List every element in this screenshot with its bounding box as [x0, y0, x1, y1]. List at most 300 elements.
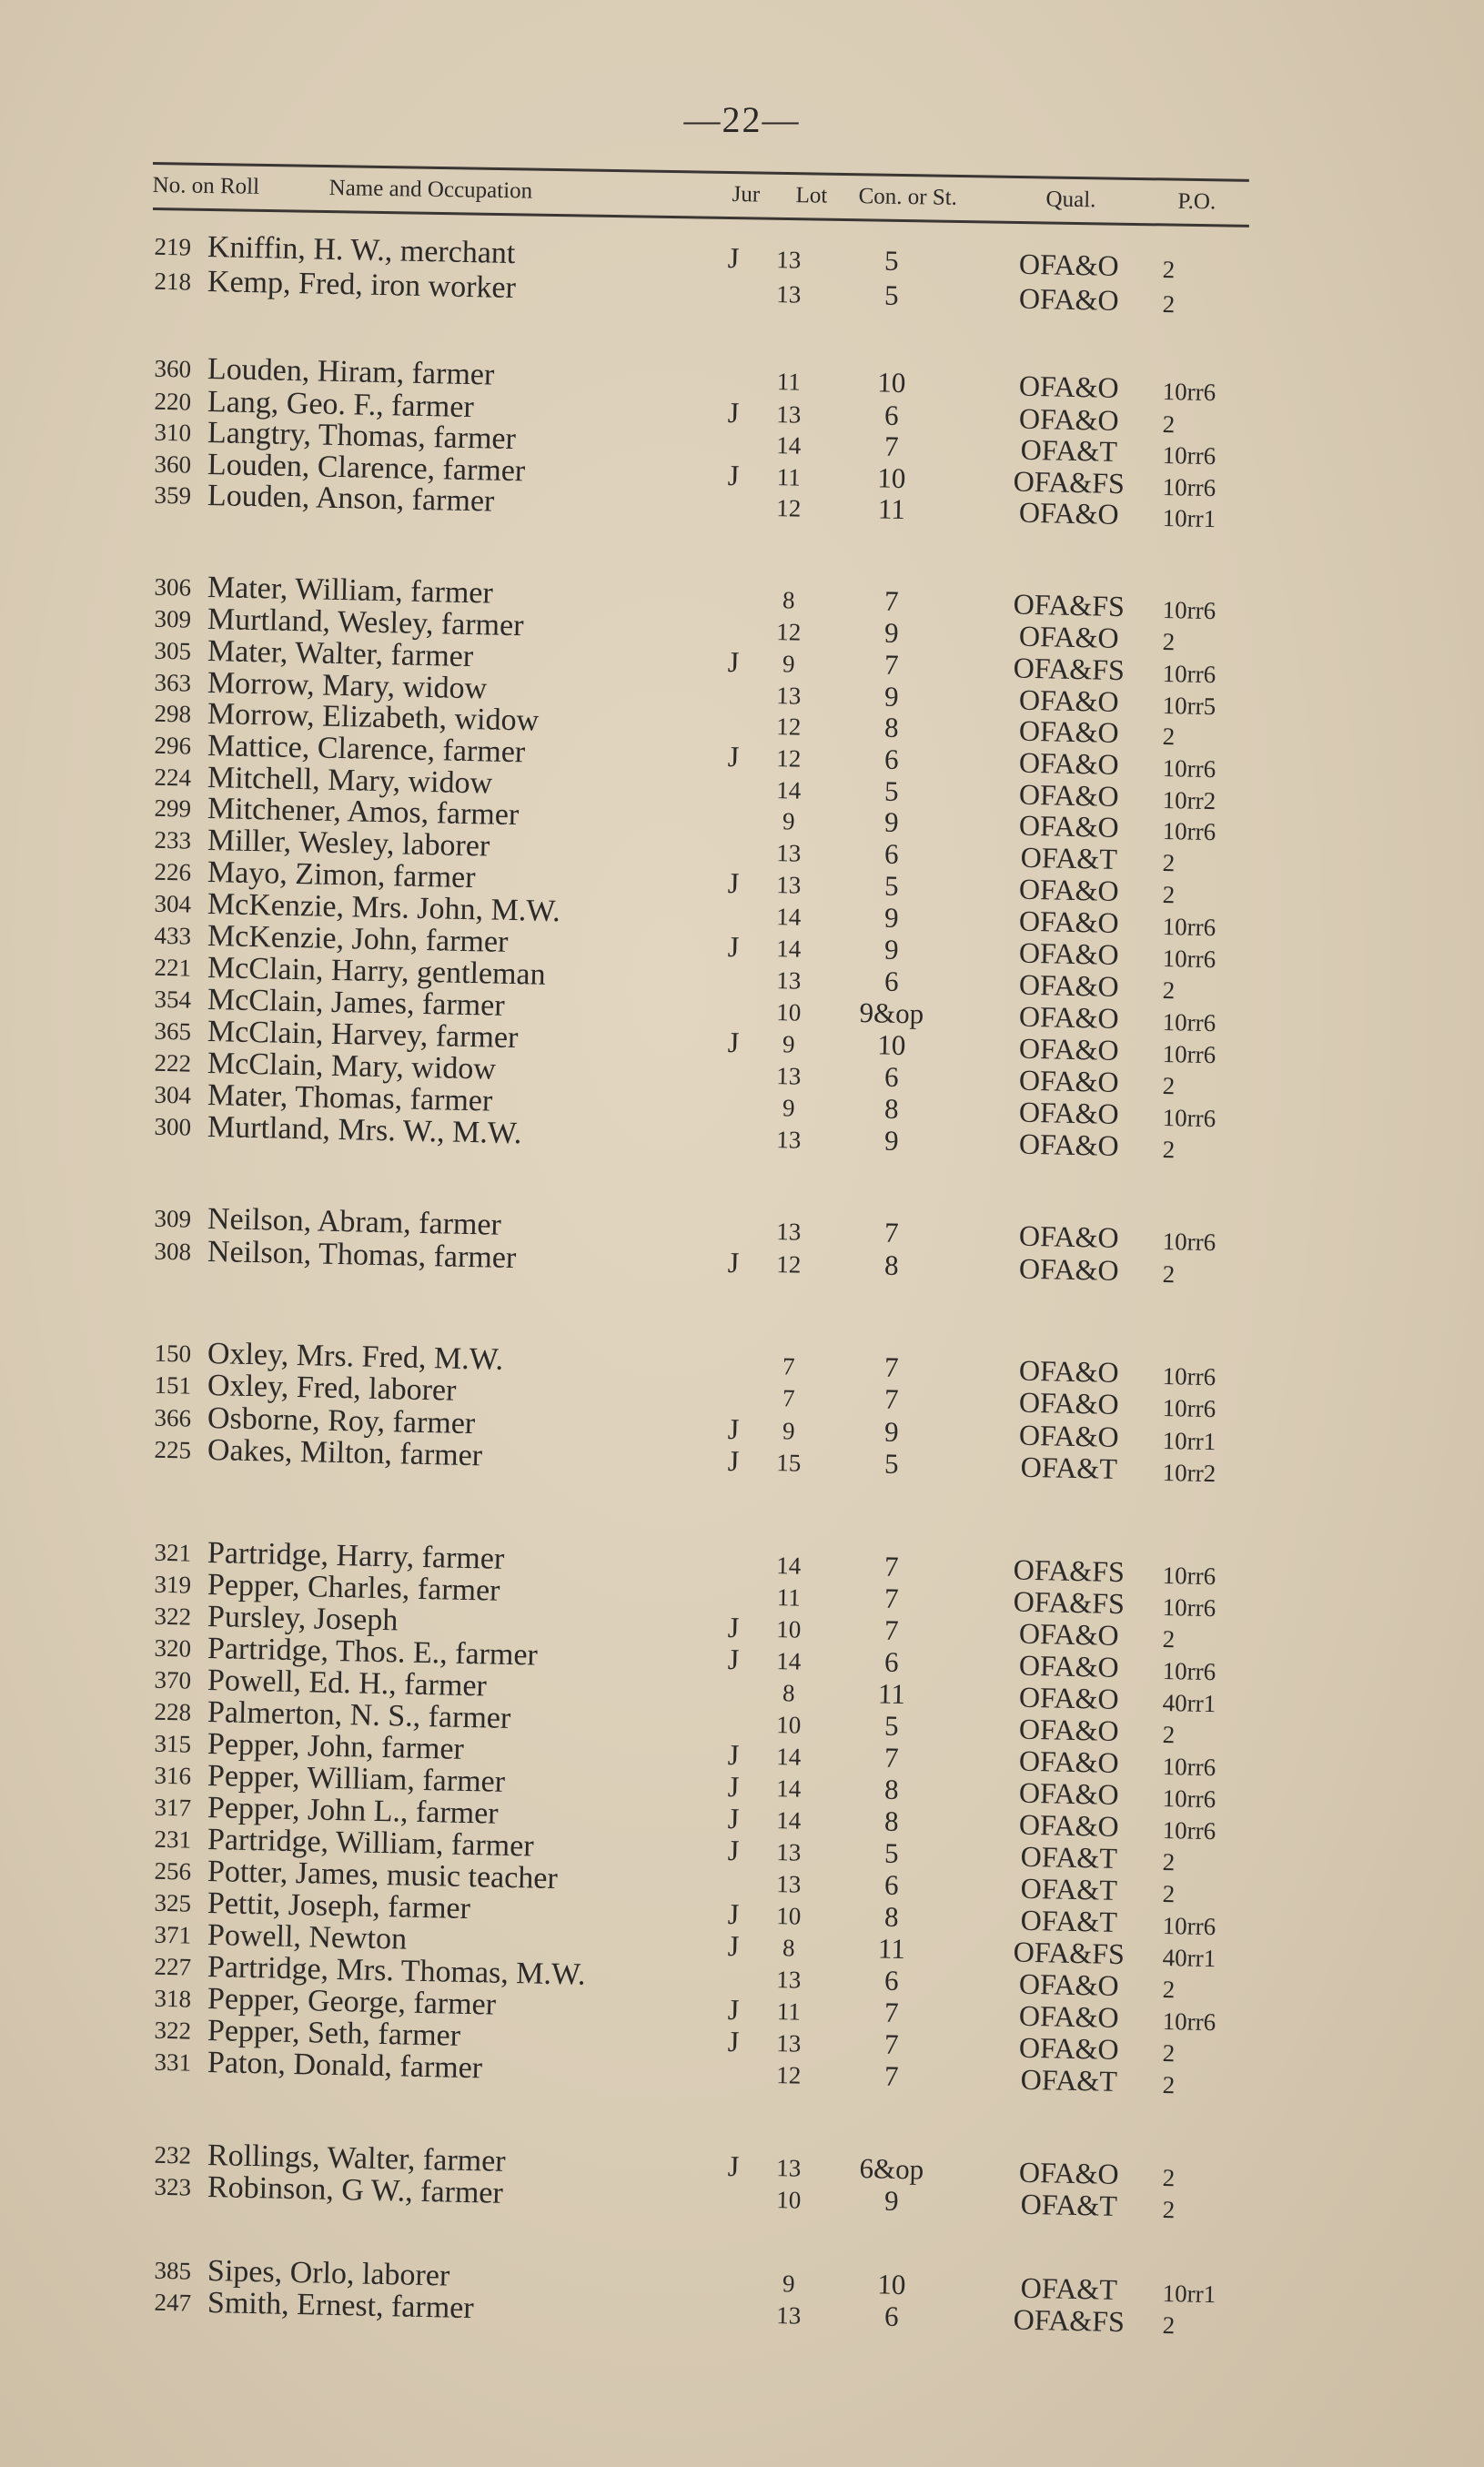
- cell-con: 11: [877, 492, 906, 526]
- cell-roll: 310: [154, 418, 192, 447]
- cell-con: 7: [883, 430, 899, 462]
- cell-con: 9: [883, 933, 899, 966]
- cell-con: 8: [883, 1773, 899, 1805]
- cell-qual: OFA&O: [1018, 495, 1120, 531]
- cell-roll: 325: [154, 1888, 192, 1917]
- cell-name: Pepper, William, farmer: [207, 1759, 506, 1799]
- cell-name: McClain, James, farmer: [207, 983, 506, 1023]
- cell-lot: 13: [776, 682, 802, 710]
- cell-con: 9: [883, 1124, 899, 1157]
- cell-lot: 13: [776, 2301, 802, 2330]
- cell-con: 8: [883, 1092, 899, 1125]
- cell-lot: 10: [776, 1902, 802, 1930]
- cell-qual: OFA&O: [1018, 1648, 1120, 1683]
- cell-roll: 365: [154, 1016, 192, 1046]
- cell-name: Oakes, Milton, farmer: [207, 1433, 483, 1473]
- cell-roll: 309: [154, 1204, 192, 1233]
- cell-name: Louden, Hiram, farmer: [207, 352, 495, 392]
- cell-roll: 321: [154, 1538, 192, 1567]
- cell-po: 10rr6: [1162, 472, 1216, 502]
- cell-name: Pepper, Seth, farmer: [207, 2014, 461, 2053]
- cell-lot: 11: [776, 1997, 802, 2026]
- header-con: Con. or St.: [858, 184, 958, 210]
- cell-qual: OFA&T: [1020, 1450, 1118, 1485]
- cell-qual: OFA&T: [1020, 1839, 1118, 1875]
- cell-lot: 14: [776, 1743, 802, 1771]
- cell-con: 6: [883, 2300, 899, 2332]
- cell-qual: OFA&O: [1018, 1218, 1120, 1254]
- cell-po: 10rr1: [1162, 1426, 1216, 1456]
- cell-lot: 14: [776, 1647, 802, 1675]
- cell-con: 9: [883, 1415, 899, 1448]
- cell-lot: 14: [776, 1774, 802, 1803]
- cell-jur: J: [727, 240, 740, 275]
- cell-lot: 13: [776, 246, 802, 274]
- cell-po: 2: [1162, 2310, 1176, 2340]
- cell-name: McClain, Mary, widow: [207, 1046, 497, 1087]
- cell-name: Neilson, Abram, farmer: [207, 1202, 502, 1242]
- cell-name: Mattice, Clarence, farmer: [207, 729, 526, 770]
- cell-jur: J: [727, 1610, 740, 1644]
- cell-name: Oxley, Fred, laborer: [207, 1369, 457, 1408]
- cell-qual: OFA&O: [1018, 1967, 1120, 2002]
- cell-po: 10rr6: [1162, 2007, 1216, 2037]
- cell-po: 10rr6: [1162, 1784, 1216, 1814]
- cell-roll: 232: [154, 2140, 192, 2169]
- cell-po: 10rr6: [1162, 595, 1216, 625]
- cell-roll: 233: [154, 825, 192, 854]
- cell-roll: 366: [154, 1403, 192, 1432]
- cell-lot: 12: [776, 1250, 802, 1279]
- cell-lot: 13: [776, 966, 802, 995]
- cell-qual: OFA&O: [1018, 1616, 1120, 1652]
- header-po: P.O.: [1177, 188, 1216, 215]
- cell-po: 2: [1162, 722, 1176, 751]
- cell-con: 6: [883, 1964, 899, 1997]
- cell-jur: J: [727, 1769, 740, 1804]
- cell-name: Kniffin, H. W., merchant: [207, 230, 516, 271]
- cell-po: 2: [1162, 2163, 1176, 2192]
- cell-qual: OFA&O: [1018, 1712, 1120, 1747]
- cell-lot: 10: [776, 2186, 802, 2214]
- cell-roll: 370: [154, 1665, 192, 1694]
- cell-po: 10rr6: [1162, 1911, 1216, 1941]
- cell-con: 5: [883, 774, 899, 807]
- cell-con: 5: [883, 869, 899, 902]
- cell-lot: 13: [776, 400, 802, 429]
- cell-po: 10rr6: [1162, 1656, 1216, 1686]
- cell-po: 10rr6: [1162, 659, 1216, 689]
- cell-lot: 9: [782, 1417, 795, 1445]
- cell-po: 40rr1: [1162, 1943, 1216, 1973]
- cell-lot: 9: [782, 807, 795, 835]
- cell-qual: OFA&T: [1020, 2270, 1118, 2306]
- cell-po: 2: [1162, 2038, 1176, 2068]
- cell-qual: OFA&O: [1018, 2155, 1120, 2190]
- cell-roll: 227: [154, 1952, 192, 1981]
- cell-name: Potter, James, music teacher: [207, 1855, 559, 1896]
- cell-qual: OFA&O: [1018, 745, 1120, 781]
- cell-qual: OFA&O: [1018, 935, 1120, 971]
- cell-lot: 9: [782, 1094, 795, 1122]
- cell-qual: OFA&T: [1020, 1903, 1118, 1938]
- header-qual: Qual.: [1045, 187, 1096, 213]
- cell-con: 10: [877, 2268, 906, 2301]
- cell-jur: J: [727, 1928, 740, 1963]
- cell-con: 8: [883, 1900, 899, 1933]
- cell-name: Pursley, Joseph: [207, 1600, 399, 1638]
- cell-lot: 13: [776, 280, 802, 308]
- cell-po: 10rr5: [1162, 691, 1216, 721]
- cell-po: 2: [1162, 1624, 1176, 1653]
- cell-po: 10rr6: [1162, 377, 1216, 407]
- cell-con: 10: [877, 1028, 906, 1062]
- header-jur: Jur: [732, 182, 761, 207]
- cell-roll: 222: [154, 1048, 192, 1077]
- cell-con: 6: [883, 1645, 899, 1678]
- cell-roll: 221: [154, 953, 192, 982]
- cell-po: 10rr6: [1162, 1227, 1216, 1257]
- cell-jur: J: [727, 1801, 740, 1835]
- cell-lot: 8: [782, 1679, 795, 1707]
- cell-con: 6: [883, 1868, 899, 1901]
- cell-lot: 13: [776, 1218, 802, 1246]
- cell-roll: 300: [154, 1112, 192, 1141]
- cell-con: 9: [883, 805, 899, 838]
- cell-roll: 315: [154, 1729, 192, 1758]
- cell-jur: J: [727, 1992, 740, 2027]
- cell-con: 5: [883, 244, 899, 277]
- cell-name: Morrow, Mary, widow: [207, 666, 488, 706]
- cell-jur: J: [727, 1737, 740, 1772]
- cell-con: 7: [883, 1382, 899, 1415]
- cell-con: 5: [883, 1709, 899, 1742]
- cell-jur: J: [727, 2149, 740, 2183]
- cell-po: 10rr1: [1162, 503, 1216, 533]
- cell-qual: OFA&O: [1018, 904, 1120, 939]
- cell-jur: J: [727, 929, 740, 964]
- cell-po: 2: [1162, 1135, 1176, 1164]
- cell-po: 2: [1162, 627, 1176, 656]
- cell-lot: 12: [776, 713, 802, 741]
- cell-qual: OFA&FS: [1013, 651, 1126, 687]
- cell-con: 8: [883, 1805, 899, 1837]
- cell-po: 10rr6: [1162, 1103, 1216, 1133]
- cell-qual: OFA&T: [1020, 840, 1118, 875]
- cell-po: 10rr6: [1162, 1752, 1216, 1782]
- cell-roll: 359: [154, 480, 192, 510]
- cell-roll: 309: [154, 604, 192, 633]
- cell-con: 6: [883, 399, 899, 431]
- cell-roll: 433: [154, 921, 192, 950]
- cell-roll: 385: [154, 2256, 192, 2285]
- cell-roll: 228: [154, 1697, 192, 1726]
- cell-po: 10rr6: [1162, 753, 1216, 784]
- cell-jur: J: [727, 1642, 740, 1676]
- cell-roll: 360: [154, 450, 192, 479]
- cell-po: 2: [1162, 1259, 1176, 1289]
- cell-con: 7: [883, 1996, 899, 2028]
- cell-roll: 219: [154, 232, 192, 261]
- cell-roll: 318: [154, 1984, 192, 2013]
- cell-roll: 296: [154, 731, 192, 760]
- cell-po: 2: [1162, 976, 1176, 1005]
- cell-lot: 13: [776, 1838, 802, 1866]
- cell-name: Sipes, Orlo, laborer: [207, 2254, 450, 2293]
- cell-roll: 316: [154, 1761, 192, 1790]
- cell-con: 11: [877, 1677, 906, 1711]
- cell-jur: J: [727, 458, 740, 492]
- cell-name: Partridge, Harry, farmer: [207, 1536, 505, 1576]
- cell-name: Paton, Donald, farmer: [207, 2046, 483, 2086]
- cell-po: 2: [1162, 2070, 1176, 2099]
- cell-name: Murtland, Wesley, farmer: [207, 602, 524, 643]
- cell-qual: OFA&FS: [1013, 587, 1126, 623]
- cell-qual: OFA&O: [1018, 1418, 1120, 1453]
- cell-con: 9: [883, 680, 899, 713]
- cell-lot: 13: [776, 871, 802, 899]
- cell-con: 6: [883, 1060, 899, 1093]
- cell-qual: OFA&O: [1018, 1680, 1120, 1715]
- cell-po: 2: [1162, 1720, 1176, 1749]
- cell-lot: 13: [776, 1966, 802, 1994]
- cell-roll: 256: [154, 1856, 192, 1886]
- cell-qual: OFA&FS: [1013, 464, 1126, 500]
- cell-name: Mater, William, farmer: [207, 571, 494, 611]
- cell-con: 8: [883, 711, 899, 743]
- cell-qual: OFA&O: [1018, 1744, 1120, 1779]
- cell-con: 9: [883, 616, 899, 649]
- cell-qual: OFA&O: [1018, 1385, 1120, 1421]
- cell-po: 2: [1162, 1879, 1176, 1908]
- cell-jur: J: [727, 1411, 740, 1446]
- cell-po: 2: [1162, 1975, 1176, 2004]
- cell-name: McClain, Harvey, farmer: [207, 1015, 519, 1056]
- cell-lot: 10: [776, 998, 802, 1026]
- cell-roll: 218: [154, 267, 192, 296]
- cell-po: 2: [1162, 1071, 1176, 1100]
- cell-con: 5: [883, 1836, 899, 1869]
- cell-qual: OFA&O: [1018, 1998, 1120, 2034]
- cell-roll: 306: [154, 572, 192, 602]
- cell-roll: 304: [154, 1080, 192, 1109]
- cell-con: 6&op: [859, 2152, 924, 2186]
- cell-qual: OFA&O: [1018, 872, 1120, 907]
- cell-roll: 231: [154, 1825, 192, 1854]
- cell-con: 7: [883, 648, 899, 681]
- cell-con: 6: [883, 743, 899, 775]
- cell-lot: 13: [776, 1126, 802, 1154]
- cell-po: 10rr6: [1162, 1815, 1216, 1845]
- cell-name: Pepper, John L., farmer: [207, 1791, 499, 1831]
- cell-con: 9&op: [859, 996, 924, 1030]
- cell-roll: 298: [154, 699, 192, 728]
- cell-lot: 14: [776, 431, 802, 460]
- cell-lot: 13: [776, 839, 802, 867]
- cell-roll: 354: [154, 985, 192, 1014]
- cell-lot: 11: [776, 368, 802, 396]
- cell-po: 2: [1162, 255, 1176, 284]
- cell-name: Langtry, Thomas, farmer: [207, 416, 517, 457]
- cell-qual: OFA&FS: [1013, 2302, 1126, 2339]
- cell-qual: OFA&O: [1018, 1063, 1120, 1098]
- cell-lot: 15: [776, 1449, 802, 1477]
- cell-roll: 308: [154, 1237, 192, 1266]
- cell-qual: OFA&T: [1020, 2062, 1118, 2098]
- cell-lot: 12: [776, 744, 802, 773]
- cell-roll: 304: [154, 889, 192, 918]
- cell-lot: 14: [776, 1806, 802, 1835]
- cell-jur: J: [727, 1896, 740, 1931]
- cell-roll: 220: [154, 387, 192, 416]
- cell-qual: OFA&O: [1018, 369, 1120, 404]
- cell-lot: 13: [776, 2029, 802, 2058]
- cell-roll: 371: [154, 1920, 192, 1949]
- cell-name: Osborne, Roy, farmer: [207, 1401, 476, 1441]
- cell-roll: 224: [154, 763, 192, 792]
- cell-lot: 14: [776, 903, 802, 931]
- cell-name: Pepper, Charles, farmer: [207, 1568, 500, 1608]
- cell-con: 7: [883, 1582, 899, 1614]
- cell-name: Mitchener, Amos, farmer: [207, 792, 520, 833]
- cell-qual: OFA&O: [1018, 1095, 1120, 1130]
- cell-lot: 7: [782, 1384, 795, 1412]
- cell-roll: 323: [154, 2172, 192, 2201]
- cell-lot: 8: [782, 586, 795, 614]
- cell-jur: J: [727, 395, 740, 430]
- cell-qual: OFA&T: [1020, 432, 1118, 468]
- cell-po: 10rr6: [1162, 944, 1216, 974]
- cell-jur: J: [727, 644, 740, 679]
- cell-jur: J: [727, 1833, 740, 1867]
- cell-name: Murtland, Mrs. W., M.W.: [207, 1110, 522, 1151]
- cell-name: Kemp, Fred, iron worker: [207, 265, 517, 306]
- cell-po: 2: [1162, 409, 1176, 439]
- cell-con: 9: [883, 2184, 899, 2217]
- cell-po: 10rr2: [1162, 1458, 1216, 1488]
- cell-po: 10rr6: [1162, 1592, 1216, 1623]
- cell-lot: 14: [776, 935, 802, 963]
- cell-lot: 9: [782, 650, 795, 678]
- cell-qual: OFA&T: [1020, 1871, 1118, 1906]
- cell-con: 7: [883, 1613, 899, 1646]
- cell-qual: OFA&O: [1018, 1251, 1120, 1287]
- cell-name: Mitchell, Mary, widow: [207, 761, 493, 801]
- cell-con: 7: [883, 584, 899, 617]
- cell-name: McKenzie, Mrs. John, M.W.: [207, 887, 561, 929]
- cell-po: 2: [1162, 2195, 1176, 2224]
- cell-qual: OFA&T: [1020, 2187, 1118, 2222]
- cell-name: Smith, Ernest, farmer: [207, 2286, 475, 2326]
- cell-con: 8: [883, 1249, 899, 1281]
- cell-po: 2: [1162, 289, 1176, 318]
- cell-con: 11: [877, 1932, 906, 1966]
- cell-qual: OFA&O: [1018, 967, 1120, 1003]
- cell-con: 5: [883, 1447, 899, 1480]
- cell-po: 2: [1162, 880, 1176, 909]
- cell-name: Powell, Ed. H., farmer: [207, 1663, 488, 1704]
- cell-roll: 226: [154, 857, 192, 886]
- cell-po: 10rr6: [1162, 1561, 1216, 1591]
- cell-po: 10rr6: [1162, 1007, 1216, 1037]
- cell-qual: OFA&O: [1018, 777, 1120, 813]
- cell-qual: OFA&O: [1018, 401, 1120, 437]
- cell-name: McClain, Harry, gentleman: [207, 951, 547, 992]
- cell-con: 7: [883, 1350, 899, 1383]
- cell-con: 5: [883, 278, 899, 311]
- cell-name: Powell, Newton: [207, 1918, 408, 1956]
- cell-lot: 10: [776, 1711, 802, 1739]
- cell-con: 9: [883, 901, 899, 934]
- cell-jur: J: [727, 865, 740, 900]
- cell-con: 7: [883, 2059, 899, 2092]
- cell-po: 40rr1: [1162, 1688, 1216, 1718]
- cell-qual: OFA&O: [1018, 808, 1120, 844]
- cell-po: 10rr6: [1162, 816, 1216, 846]
- cell-name: Mayo, Zimon, farmer: [207, 855, 476, 895]
- cell-name: Pettit, Joseph, farmer: [207, 1886, 471, 1926]
- cell-roll: 322: [154, 2016, 192, 2045]
- cell-con: 7: [883, 1741, 899, 1774]
- cell-jur: J: [727, 1025, 740, 1059]
- cell-lot: 12: [776, 494, 802, 522]
- cell-lot: 11: [776, 463, 802, 491]
- cell-lot: 13: [776, 1870, 802, 1898]
- cell-lot: 8: [782, 1934, 795, 1962]
- cell-roll: 319: [154, 1570, 192, 1599]
- page-number: —22—: [683, 99, 801, 140]
- cell-con: 7: [883, 1216, 899, 1249]
- cell-roll: 320: [154, 1633, 192, 1663]
- cell-qual: OFA&O: [1018, 682, 1120, 718]
- cell-roll: 151: [154, 1370, 192, 1400]
- cell-jur: J: [727, 1443, 740, 1478]
- cell-po: 10rr6: [1162, 1361, 1216, 1391]
- header-lot: Lot: [795, 183, 828, 208]
- cell-po: 2: [1162, 848, 1176, 877]
- cell-qual: OFA&O: [1018, 2030, 1120, 2066]
- cell-con: 10: [877, 366, 906, 399]
- cell-name: Louden, Clarence, farmer: [207, 448, 526, 489]
- cell-name: Mater, Walter, farmer: [207, 634, 474, 674]
- cell-name: Partridge, William, farmer: [207, 1823, 535, 1864]
- cell-qual: OFA&O: [1018, 1807, 1120, 1843]
- cell-roll: 322: [154, 1602, 192, 1631]
- cell-name: Mater, Thomas, farmer: [207, 1078, 493, 1118]
- cell-name: Morrow, Elizabeth, widow: [207, 697, 540, 738]
- cell-name: Robinson, G W., farmer: [207, 2170, 504, 2210]
- cell-lot: 11: [776, 1583, 802, 1612]
- cell-qual: OFA&FS: [1013, 1552, 1126, 1589]
- cell-name: Partridge, Thos. E., farmer: [207, 1632, 539, 1673]
- cell-lot: 12: [776, 2061, 802, 2089]
- cell-name: Partridge, Mrs. Thomas, M.W.: [207, 1950, 586, 1992]
- cell-roll: 363: [154, 668, 192, 697]
- cell-jur: J: [727, 739, 740, 773]
- cell-lot: 14: [776, 1552, 802, 1580]
- cell-name: Rollings, Walter, farmer: [207, 2138, 506, 2179]
- cell-name: Louden, Anson, farmer: [207, 479, 495, 519]
- cell-name: McKenzie, John, farmer: [207, 919, 509, 959]
- cell-con: 6: [883, 837, 899, 870]
- header-name: Name and Occupation: [328, 176, 533, 204]
- cell-lot: 9: [782, 2270, 795, 2298]
- cell-roll: 225: [154, 1435, 192, 1464]
- cell-roll: 317: [154, 1793, 192, 1822]
- cell-name: Pepper, John, farmer: [207, 1727, 465, 1766]
- cell-con: 7: [883, 2027, 899, 2060]
- cell-lot: 12: [776, 618, 802, 646]
